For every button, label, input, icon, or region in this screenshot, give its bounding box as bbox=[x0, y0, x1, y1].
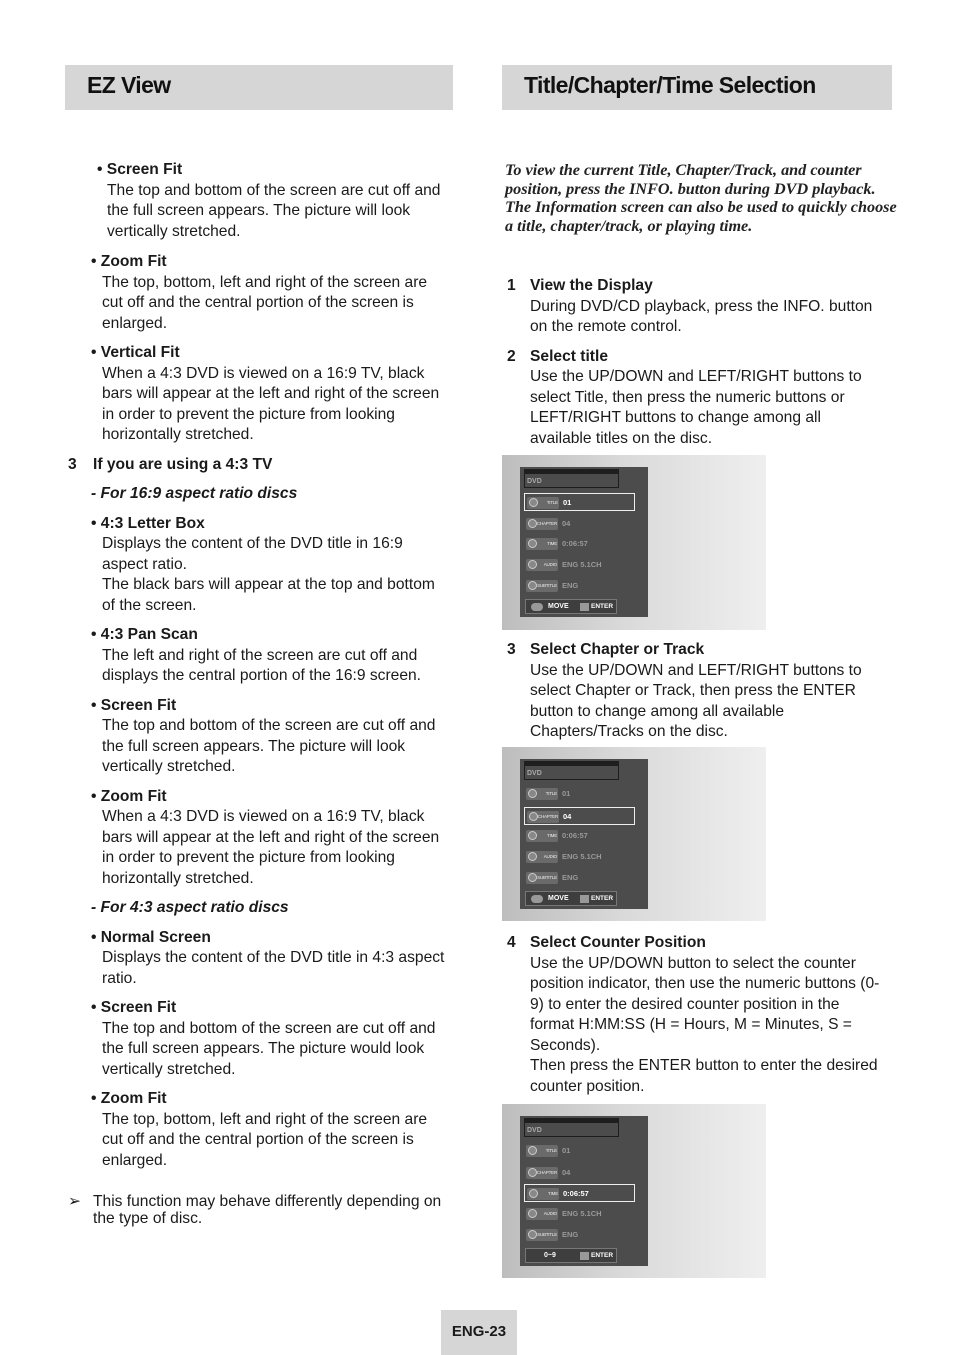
info-display bbox=[520, 1116, 648, 1266]
step-text: During DVD/CD playback, press the INFO. button on the remote control. bbox=[530, 297, 873, 335]
zoom-fit-text: When a 4:3 DVD is viewed on a 16:9 TV, black bars will appear at the left and right of the screen in order to prevent the picture from looking horizontally stretched. bbox=[102, 808, 440, 887]
screen-fit-item-3 bbox=[91, 998, 449, 1080]
osd-screenshot-chapter bbox=[502, 747, 766, 921]
letter-box-heading: • 4:3 Letter Box bbox=[91, 514, 205, 532]
speaker-icon bbox=[528, 1209, 537, 1218]
dvd-label: DVD bbox=[527, 478, 542, 485]
osd-subtitle-row: SUBTITLE ENG bbox=[524, 1226, 637, 1244]
sub-heading-169: - For 16:9 aspect ratio discs bbox=[91, 485, 298, 502]
arrow-icon: ➢ bbox=[68, 1193, 82, 1210]
intro-text: To view the current Title, Chapter/Track, and counter position, press the INFO. button during DVD playback. The Information screen can also be used to quickly choose a title, chapter/track, or playing time. bbox=[505, 161, 897, 236]
step-4 bbox=[507, 933, 885, 1106]
step-3-left bbox=[68, 455, 449, 476]
step-heading: Select Chapter or Track bbox=[530, 641, 705, 658]
screen-fit-heading: • Screen Fit bbox=[91, 696, 177, 714]
vertical-fit-text: When a 4:3 DVD is viewed on a 16:9 TV, black bars will appear at the left and right of the screen in order to prevent the picture from looking horizontally stretched. bbox=[102, 364, 440, 443]
screen-fit-item-1 bbox=[97, 160, 447, 251]
chapter-icon bbox=[528, 519, 537, 528]
direction-keys-icon bbox=[531, 895, 543, 903]
chapter-icon bbox=[528, 1168, 537, 1177]
sub-heading-43: - For 4:3 aspect ratio discs bbox=[91, 899, 289, 916]
normal-screen-text: Displays the content of the DVD title in 4:3 aspect ratio. bbox=[102, 949, 445, 987]
note-text: This function may behave differently depending on the type of disc. bbox=[93, 1193, 442, 1227]
info-display bbox=[520, 467, 648, 617]
vertical-fit-item bbox=[91, 343, 449, 446]
zoom-fit-item-2 bbox=[91, 787, 449, 890]
osd-audio-row: AUDIO ENG 5.1CH bbox=[524, 556, 637, 574]
enter-key-icon bbox=[580, 895, 589, 903]
osd-audio-row: AUDIO ENG 5.1CH bbox=[524, 1205, 637, 1223]
screen-fit-text: The top and bottom of the screen are cut off and the full screen appears. The picture will look vertically stretched. bbox=[107, 181, 441, 240]
disc-note bbox=[68, 1194, 458, 1227]
osd-screenshot-title bbox=[502, 455, 766, 630]
screen-fit-text: The top and bottom of the screen are cut off and the full screen appears. The picture would look vertically stretched. bbox=[102, 1019, 436, 1078]
zoom-fit-heading: • Zoom Fit bbox=[91, 1090, 167, 1107]
osd-chapter-row: CHAPTER 04 bbox=[524, 1164, 637, 1182]
clock-icon bbox=[529, 1189, 538, 1198]
osd-chapter-row: CHAPTER 04 bbox=[524, 807, 635, 825]
zoom-fit-item-1 bbox=[91, 252, 449, 334]
osd-subtitle-row: SUBTITLE ENG bbox=[524, 577, 637, 595]
osd-chapter-row: CHAPTER 04 bbox=[524, 515, 637, 533]
subtitle-icon bbox=[528, 1230, 537, 1239]
step-heading: Select Counter Position bbox=[530, 934, 706, 951]
subtitle-icon bbox=[528, 873, 537, 882]
vertical-fit-heading: • Vertical Fit bbox=[91, 344, 180, 361]
step-number: 3 bbox=[507, 641, 516, 658]
clock-icon bbox=[528, 831, 537, 840]
normal-screen-item bbox=[91, 928, 449, 990]
disc-icon bbox=[528, 789, 537, 798]
osd-audio-row: AUDIO ENG 5.1CH bbox=[524, 848, 637, 866]
step-heading: If you are using a 4:3 TV bbox=[93, 455, 273, 473]
osd-screenshot-time bbox=[502, 1104, 766, 1278]
step-text: Use the UP/DOWN and LEFT/RIGHT buttons to select Title, then press the numeric buttons or LEFT/RIGHT buttons to change among all available titles on the disc. bbox=[530, 368, 862, 447]
pan-scan-item bbox=[91, 625, 449, 687]
step-number: 3 bbox=[68, 455, 77, 473]
step-2 bbox=[507, 347, 885, 450]
step-heading: View the Display bbox=[530, 277, 653, 294]
left-column bbox=[68, 252, 449, 1180]
pan-scan-text: The left and right of the screen are cut off and displays the central portion of the 16:9 screen. bbox=[102, 646, 421, 684]
zoom-fit-heading: • Zoom Fit bbox=[91, 787, 167, 805]
selection-title: Title/Chapter/Time Selection bbox=[524, 72, 816, 98]
dvd-label: DVD bbox=[527, 1127, 542, 1134]
zoom-fit-text: The top, bottom, left and right of the screen are cut off and the central portion of the screen is enlarged. bbox=[102, 273, 428, 332]
step-number: 2 bbox=[507, 347, 516, 365]
subtitle-icon bbox=[528, 581, 537, 590]
enter-key-icon bbox=[580, 1252, 589, 1260]
step-text: Use the UP/DOWN button to select the counter position indicator, then use the numeric buttons (0-9) to enter the desired counter position in the format H:MM:SS (H = Hours, M = Minutes, S = Seconds). bbox=[530, 954, 880, 1054]
selection-header bbox=[502, 65, 892, 110]
osd-time-row: TIME 0:06:57 bbox=[524, 535, 637, 553]
screen-fit-heading: • Screen Fit bbox=[97, 161, 183, 178]
normal-screen-heading: • Normal Screen bbox=[91, 928, 211, 946]
zoom-fit-text: The top, bottom, left and right of the screen are cut off and the central portion of the screen is enlarged. bbox=[102, 1110, 428, 1169]
step-3-right bbox=[507, 640, 885, 752]
osd-hint-bar: 0~9 ENTER bbox=[525, 1248, 617, 1263]
osd-time-row: TIME 0:06:57 bbox=[524, 827, 637, 845]
screen-fit-text: The top and bottom of the screen are cut off and the full screen appears. The picture will look vertically stretched. bbox=[102, 717, 436, 775]
info-display bbox=[520, 759, 648, 909]
step-heading: Select title bbox=[530, 347, 608, 365]
osd-title-row: TITLE 01 bbox=[524, 1142, 637, 1160]
clock-icon bbox=[528, 539, 537, 548]
zoom-fit-item-3 bbox=[91, 1089, 449, 1171]
speaker-icon bbox=[528, 560, 537, 569]
step-number: 4 bbox=[507, 934, 516, 951]
dvd-label: DVD bbox=[527, 770, 542, 777]
chapter-icon bbox=[529, 812, 538, 821]
ez-view-header bbox=[65, 65, 453, 110]
enter-key-icon bbox=[580, 603, 589, 611]
osd-hint-bar: MOVE ENTER bbox=[525, 891, 617, 906]
direction-keys-icon bbox=[531, 603, 543, 611]
osd-title-row: TITLE 01 bbox=[524, 785, 637, 803]
letter-box-item bbox=[91, 514, 449, 617]
screen-fit-item-2 bbox=[91, 696, 449, 778]
screen-fit-heading: • Screen Fit bbox=[91, 999, 177, 1016]
ez-view-title: EZ View bbox=[87, 72, 171, 98]
disc-icon bbox=[529, 498, 538, 507]
step-number: 1 bbox=[507, 277, 516, 294]
letter-box-text: Displays the content of the DVD title in 16:9 aspect ratio. bbox=[102, 535, 403, 573]
pan-scan-heading: • 4:3 Pan Scan bbox=[91, 626, 198, 643]
osd-subtitle-row: SUBTITLE ENG bbox=[524, 869, 637, 887]
osd-title-row: TITLE 01 bbox=[524, 493, 635, 511]
letter-box-text-2: The black bars will appear at the top and bottom of the screen. bbox=[102, 576, 435, 614]
osd-time-row: TIME 0:06:57 bbox=[524, 1184, 635, 1202]
osd-hint-bar: MOVE ENTER bbox=[525, 599, 617, 614]
step-1 bbox=[507, 276, 885, 338]
page-number: ENG-23 bbox=[441, 1310, 517, 1355]
speaker-icon bbox=[528, 852, 537, 861]
zoom-fit-heading: • Zoom Fit bbox=[91, 253, 167, 270]
step-text-2: Then press the ENTER button to enter the desired counter position. bbox=[530, 1057, 878, 1095]
step-1-2 bbox=[507, 276, 885, 458]
step-text: Use the UP/DOWN and LEFT/RIGHT buttons to select Chapter or Track, then press the ENTER button to change among all available Chapters/Tracks on the disc. bbox=[530, 661, 862, 740]
disc-icon bbox=[528, 1146, 537, 1155]
